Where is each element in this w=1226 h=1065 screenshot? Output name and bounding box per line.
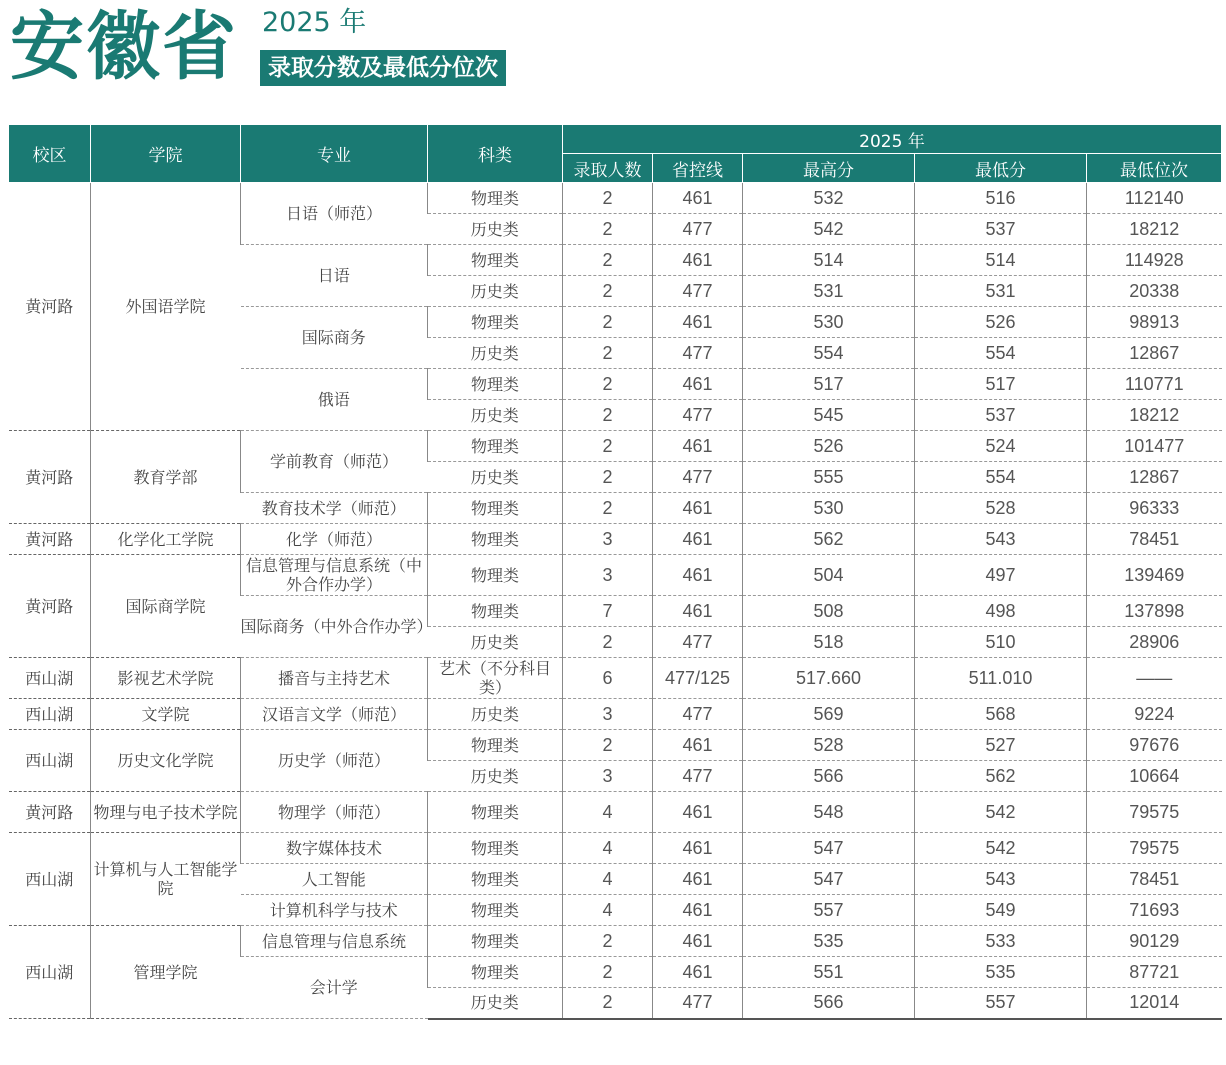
min-score-cell: 549 <box>915 895 1087 926</box>
control-line-cell: 461 <box>653 431 743 462</box>
admitted-cell: 2 <box>563 462 653 493</box>
min-score-cell: 537 <box>915 400 1087 431</box>
header-year-group: 2025 年 <box>563 125 1222 154</box>
table-body <box>9 183 1222 1019</box>
min-score-cell: 514 <box>915 245 1087 276</box>
campus-cell: 黄河路 <box>9 524 91 555</box>
type-cell: 历史类 <box>428 338 563 369</box>
min-score-cell: 517 <box>915 369 1087 400</box>
campus-cell: 西山湖 <box>9 926 91 1019</box>
max-score-cell: 562 <box>743 524 915 555</box>
min-rank-cell: 79575 <box>1087 833 1222 864</box>
major-cell: 日语（师范） <box>241 183 428 245</box>
min-rank-cell: 137898 <box>1087 596 1222 627</box>
type-cell: 物理类 <box>428 596 563 627</box>
max-score-cell: 557 <box>743 895 915 926</box>
table-row <box>9 926 1222 957</box>
campus-cell: 黄河路 <box>9 183 91 431</box>
control-line-cell: 461 <box>653 183 743 214</box>
college-cell: 历史文化学院 <box>91 730 241 792</box>
admitted-cell: 2 <box>563 307 653 338</box>
admitted-cell: 2 <box>563 276 653 307</box>
college-cell: 物理与电子技术学院 <box>91 792 241 833</box>
control-line-cell: 477 <box>653 214 743 245</box>
college-cell: 计算机与人工智能学院 <box>91 833 241 926</box>
control-line-cell: 461 <box>653 833 743 864</box>
admitted-cell: 2 <box>563 988 653 1019</box>
control-line-cell: 477 <box>653 627 743 658</box>
max-score-cell: 566 <box>743 988 915 1019</box>
table-row <box>9 524 1222 555</box>
major-cell: 汉语言文学（师范） <box>241 699 428 730</box>
campus-cell: 黄河路 <box>9 431 91 524</box>
type-cell: 历史类 <box>428 462 563 493</box>
header-min-score: 最低分 <box>915 154 1087 183</box>
min-rank-cell: 101477 <box>1087 431 1222 462</box>
min-score-cell: 527 <box>915 730 1087 761</box>
control-line-cell: 461 <box>653 957 743 988</box>
max-score-cell: 514 <box>743 245 915 276</box>
control-line-cell: 461 <box>653 895 743 926</box>
subtitle-banner: 录取分数及最低分位次 <box>260 50 506 86</box>
control-line-cell: 461 <box>653 245 743 276</box>
max-score-cell: 531 <box>743 276 915 307</box>
admitted-cell: 2 <box>563 493 653 524</box>
college-cell: 影视艺术学院 <box>91 658 241 699</box>
min-score-cell: 554 <box>915 338 1087 369</box>
type-cell: 物理类 <box>428 792 563 833</box>
max-score-cell: 569 <box>743 699 915 730</box>
min-score-cell: 542 <box>915 792 1087 833</box>
control-line-cell: 461 <box>653 926 743 957</box>
max-score-cell: 547 <box>743 864 915 895</box>
max-score-cell: 542 <box>743 214 915 245</box>
min-score-cell: 562 <box>915 761 1087 792</box>
type-cell: 历史类 <box>428 400 563 431</box>
table-row <box>9 699 1222 730</box>
min-score-cell: 533 <box>915 926 1087 957</box>
admission-table <box>8 124 1222 1020</box>
college-cell: 化学化工学院 <box>91 524 241 555</box>
admitted-cell: 2 <box>563 627 653 658</box>
min-rank-cell: 96333 <box>1087 493 1222 524</box>
admitted-cell: 3 <box>563 761 653 792</box>
max-score-cell: 551 <box>743 957 915 988</box>
type-cell: 历史类 <box>428 761 563 792</box>
type-cell: 物理类 <box>428 926 563 957</box>
header-type: 科类 <box>428 125 563 183</box>
table-row <box>9 792 1222 833</box>
major-cell: 日语 <box>241 245 428 307</box>
type-cell: 物理类 <box>428 730 563 761</box>
table-row <box>9 658 1222 699</box>
major-cell: 信息管理与信息系统（中外合作办学） <box>241 555 428 596</box>
min-rank-cell: 12867 <box>1087 338 1222 369</box>
min-rank-cell: 79575 <box>1087 792 1222 833</box>
type-cell: 物理类 <box>428 307 563 338</box>
control-line-cell: 461 <box>653 524 743 555</box>
control-line-cell: 477 <box>653 276 743 307</box>
major-cell: 会计学 <box>241 957 428 1019</box>
min-score-cell: 528 <box>915 493 1087 524</box>
table-row <box>9 833 1222 864</box>
admitted-cell: 2 <box>563 214 653 245</box>
min-rank-cell: 12867 <box>1087 462 1222 493</box>
min-rank-cell: 90129 <box>1087 926 1222 957</box>
min-score-cell: 497 <box>915 555 1087 596</box>
control-line-cell: 461 <box>653 730 743 761</box>
major-cell: 物理学（师范） <box>241 792 428 833</box>
year-label: 2025 年 <box>262 7 367 38</box>
major-cell: 历史学（师范） <box>241 730 428 792</box>
max-score-cell: 554 <box>743 338 915 369</box>
min-rank-cell: 10664 <box>1087 761 1222 792</box>
max-score-cell: 518 <box>743 627 915 658</box>
min-rank-cell: 12014 <box>1087 988 1222 1019</box>
type-cell: 物理类 <box>428 431 563 462</box>
major-cell: 信息管理与信息系统 <box>241 926 428 957</box>
max-score-cell: 547 <box>743 833 915 864</box>
min-rank-cell: 87721 <box>1087 957 1222 988</box>
control-line-cell: 461 <box>653 555 743 596</box>
min-score-cell: 510 <box>915 627 1087 658</box>
min-score-cell: 526 <box>915 307 1087 338</box>
control-line-cell: 477 <box>653 761 743 792</box>
college-cell: 文学院 <box>91 699 241 730</box>
major-cell: 数字媒体技术 <box>241 833 428 864</box>
min-rank-cell: 139469 <box>1087 555 1222 596</box>
major-cell: 化学（师范） <box>241 524 428 555</box>
admitted-cell: 7 <box>563 596 653 627</box>
min-rank-cell: 97676 <box>1087 730 1222 761</box>
admitted-cell: 2 <box>563 183 653 214</box>
table-row <box>9 730 1222 761</box>
admitted-cell: 2 <box>563 245 653 276</box>
type-cell: 历史类 <box>428 214 563 245</box>
control-line-cell: 461 <box>653 493 743 524</box>
header-campus: 校区 <box>9 125 91 183</box>
college-cell: 国际商学院 <box>91 555 241 658</box>
control-line-cell: 477 <box>653 462 743 493</box>
type-cell: 历史类 <box>428 627 563 658</box>
min-rank-cell: 20338 <box>1087 276 1222 307</box>
min-score-cell: 568 <box>915 699 1087 730</box>
max-score-cell: 532 <box>743 183 915 214</box>
header-min-rank: 最低位次 <box>1087 154 1222 183</box>
type-cell: 物理类 <box>428 245 563 276</box>
table-row <box>9 183 1222 214</box>
type-cell: 物理类 <box>428 833 563 864</box>
admitted-cell: 4 <box>563 833 653 864</box>
admitted-cell: 2 <box>563 957 653 988</box>
admitted-cell: 2 <box>563 926 653 957</box>
province-title: 安徽省 <box>10 4 238 90</box>
type-cell: 物理类 <box>428 524 563 555</box>
max-score-cell: 535 <box>743 926 915 957</box>
min-score-cell: 554 <box>915 462 1087 493</box>
header-max-score: 最高分 <box>743 154 915 183</box>
control-line-cell: 461 <box>653 307 743 338</box>
campus-cell: 西山湖 <box>9 833 91 926</box>
min-score-cell: 557 <box>915 988 1087 1019</box>
major-cell: 学前教育（师范） <box>241 431 428 493</box>
type-cell: 历史类 <box>428 988 563 1019</box>
min-score-cell: 535 <box>915 957 1087 988</box>
control-line-cell: 477 <box>653 338 743 369</box>
college-cell: 外国语学院 <box>91 183 241 431</box>
min-rank-cell: 28906 <box>1087 627 1222 658</box>
max-score-cell: 517.660 <box>743 658 915 699</box>
admitted-cell: 2 <box>563 338 653 369</box>
header-admitted: 录取人数 <box>563 154 653 183</box>
min-rank-cell: 18212 <box>1087 400 1222 431</box>
min-rank-cell: 110771 <box>1087 369 1222 400</box>
control-line-cell: 477/125 <box>653 658 743 699</box>
college-cell: 管理学院 <box>91 926 241 1019</box>
major-cell: 国际商务 <box>241 307 428 369</box>
type-cell: 物理类 <box>428 957 563 988</box>
campus-cell: 西山湖 <box>9 699 91 730</box>
min-score-cell: 531 <box>915 276 1087 307</box>
header-control-line: 省控线 <box>653 154 743 183</box>
campus-cell: 黄河路 <box>9 792 91 833</box>
admitted-cell: 3 <box>563 699 653 730</box>
admitted-cell: 3 <box>563 555 653 596</box>
type-cell: 物理类 <box>428 183 563 214</box>
min-rank-cell: 114928 <box>1087 245 1222 276</box>
major-cell: 播音与主持艺术 <box>241 658 428 699</box>
control-line-cell: 477 <box>653 699 743 730</box>
table-row <box>9 555 1222 596</box>
control-line-cell: 461 <box>653 792 743 833</box>
min-score-cell: 543 <box>915 524 1087 555</box>
control-line-cell: 461 <box>653 596 743 627</box>
admitted-cell: 2 <box>563 369 653 400</box>
max-score-cell: 526 <box>743 431 915 462</box>
type-cell: 历史类 <box>428 699 563 730</box>
header-college: 学院 <box>91 125 241 183</box>
admitted-cell: 3 <box>563 524 653 555</box>
max-score-cell: 530 <box>743 307 915 338</box>
campus-cell: 西山湖 <box>9 658 91 699</box>
min-score-cell: 516 <box>915 183 1087 214</box>
control-line-cell: 461 <box>653 864 743 895</box>
max-score-cell: 545 <box>743 400 915 431</box>
header-major: 专业 <box>241 125 428 183</box>
max-score-cell: 555 <box>743 462 915 493</box>
min-score-cell: 543 <box>915 864 1087 895</box>
admitted-cell: 4 <box>563 864 653 895</box>
min-score-cell: 524 <box>915 431 1087 462</box>
control-line-cell: 461 <box>653 369 743 400</box>
major-cell: 计算机科学与技术 <box>241 895 428 926</box>
max-score-cell: 548 <box>743 792 915 833</box>
max-score-cell: 530 <box>743 493 915 524</box>
min-rank-cell: —— <box>1087 658 1222 699</box>
campus-cell: 黄河路 <box>9 555 91 658</box>
major-cell: 教育技术学（师范） <box>241 493 428 524</box>
type-cell: 物理类 <box>428 369 563 400</box>
min-rank-cell: 9224 <box>1087 699 1222 730</box>
type-cell: 历史类 <box>428 276 563 307</box>
control-line-cell: 477 <box>653 988 743 1019</box>
max-score-cell: 504 <box>743 555 915 596</box>
major-cell: 俄语 <box>241 369 428 431</box>
max-score-cell: 517 <box>743 369 915 400</box>
min-score-cell: 542 <box>915 833 1087 864</box>
type-cell: 艺术（不分科目类） <box>428 658 563 699</box>
admitted-cell: 4 <box>563 895 653 926</box>
min-score-cell: 498 <box>915 596 1087 627</box>
admitted-cell: 4 <box>563 792 653 833</box>
admitted-cell: 2 <box>563 400 653 431</box>
min-rank-cell: 78451 <box>1087 864 1222 895</box>
table-row <box>9 431 1222 462</box>
major-cell: 人工智能 <box>241 864 428 895</box>
min-score-cell: 537 <box>915 214 1087 245</box>
min-rank-cell: 112140 <box>1087 183 1222 214</box>
min-rank-cell: 78451 <box>1087 524 1222 555</box>
admitted-cell: 2 <box>563 730 653 761</box>
min-score-cell: 511.010 <box>915 658 1087 699</box>
campus-cell: 西山湖 <box>9 730 91 792</box>
max-score-cell: 528 <box>743 730 915 761</box>
min-rank-cell: 18212 <box>1087 214 1222 245</box>
admitted-cell: 6 <box>563 658 653 699</box>
type-cell: 物理类 <box>428 555 563 596</box>
admitted-cell: 2 <box>563 431 653 462</box>
max-score-cell: 566 <box>743 761 915 792</box>
college-cell: 教育学部 <box>91 431 241 524</box>
type-cell: 物理类 <box>428 493 563 524</box>
min-rank-cell: 71693 <box>1087 895 1222 926</box>
type-cell: 物理类 <box>428 864 563 895</box>
type-cell: 物理类 <box>428 895 563 926</box>
major-cell: 国际商务（中外合作办学） <box>241 596 428 658</box>
max-score-cell: 508 <box>743 596 915 627</box>
control-line-cell: 477 <box>653 400 743 431</box>
min-rank-cell: 98913 <box>1087 307 1222 338</box>
